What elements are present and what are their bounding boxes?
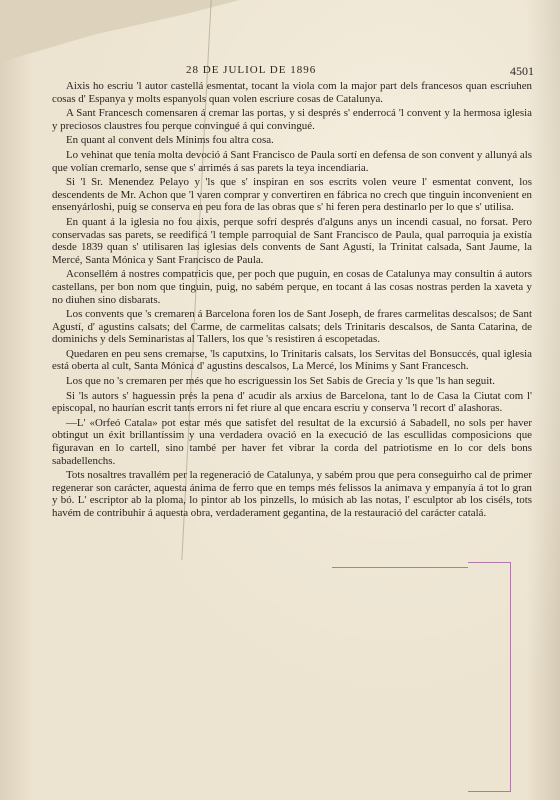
- paragraph: Tots nosaltres travallém per la regeneració de Catalunya, y sabém prou que pera conseguirho cal de primer regenerar son carácter, aquesta ánima de ferro que en temps més felissos la animava y empanyía á tot lo gran y bó. L' escriptor ab la ploma, lo pintor ab los pinzells, lo músich ab las notas, l' esculptor ab los ciséls, tots havém de contribuhir á aquesta obra, verdaderament gegantina, de la restauració del carácter catalá.: [52, 469, 532, 519]
- paragraph: Lo vehinat que tenía molta devoció á Sant Francisco de Paula sortí en defensa de son convent y allunyá als que volían cremarlo, sense que s' arrimés á sas parets la teya incendiaria.: [52, 148, 532, 174]
- paragraph: —L' «Orfeó Catala» pot estar més que satisfet del resultat de la excursió á Sabadell, no sols per haver obtingut un éxit brillantíssim y una verdadera ovació en la execució de las escullidas composicions que figuravan en lo cartell, sino també per haver fet vibrar la corda del patriotisme en lo cor dels bons sabadellenchs.: [52, 416, 532, 467]
- page-number: 4501: [510, 64, 534, 78]
- paragraph: Si 'l Sr. Menendez Pelayo y 'ls que s' inspiran en sos escrits volen veure l' esmentat convent, los descendents de Mr. Achon que 'l varen comprar y convertiren en fábrica no crech que tinguin inconvenient en ensenyárloshi, puig se conserva en peu fora de las obras que s' hi feren pera destinarlo per lo que s' utilisa.: [52, 176, 532, 214]
- paragraph: Si 'ls autors s' haguessin prés la pena d' acudir als arxius de Barcelona, tant lo de Casa la Ciutat com l' episcopal, no haurían escrit tants errors ni fet riure al que encara escriu y conserva 'l recort d' aIashoras.: [52, 389, 532, 415]
- paragraph: En quant al convent dels Mínims fou altra cosa.: [66, 134, 274, 147]
- paragraph: Los que no 's cremaren per més que ho escriguessin los Set Sabis de Grecia y 'ls que 'ls han seguit.: [66, 375, 496, 388]
- paragraph: A Sant Francesch comensaren á cremar las portas, y si després s' enderrocá 'l convent y la hermosa iglesia y preciosos claustres fou perque convingué á qui convingué.: [52, 107, 532, 132]
- pencil-mark-bracket: [468, 562, 511, 792]
- page-header: [72, 64, 534, 80]
- running-title: 28 DE JULIOL DE 1896: [186, 64, 317, 76]
- paragraph: En quant á la iglesia no fou aixis, perque sofrí després d'alguns anys un incendi casual, no forsat. Pero conservadas sas parets, se reedificá 'l temple parroquial de Sant Francisco de Paula, qual parroquia ja existía desde 1839 quan s' utilisaren las iglesias dels convents de Sant Agustí, la Trinitat calsada, Sant Jaume, la Mercé, Santa Mónica y Sant Francisco de Paula.: [52, 215, 532, 266]
- paragraph: Aconsellém á nostres compatricis que, per poch que puguin, en cosas de Catalunya may consultin á autors castellans, per bon nom que tinguin, puig, no sabém perque, en tocant á las cosas nostras perden la xaveta y no diuhen sino disbarats.: [52, 268, 532, 306]
- paragraph: Los convents que 's cremaren á Barcelona foren los de Sant Joseph, de frares carmelitas descalsos; de Sant Agustí, d' agustins calsats; del Carme, de carmelitas calsats; dels Trinitaris descalsos, de Santa Catarina, de dominichs y dels Seminaristas al Tallers, los que 's resistiren á escopetadas.: [52, 308, 532, 346]
- pencil-mark-line: [332, 567, 468, 568]
- article-body: [52, 80, 532, 522]
- torn-corner: [0, 0, 240, 62]
- paragraph: Quedaren en peu sens cremarse, 'ls caputxins, lo Trinitaris calsats, los Servitas del Bonsuccés, qual iglesia está oberta al cult, Santa Mónica d' agustins descalsos, La Mercé, los Mínims y Sant Francesch.: [52, 347, 532, 373]
- paragraph: Aixis ho escriu 'l autor castellá esmentat, tocant la viola com la major part dels francesos quan escriuhen cosas d' Espanya y molts espanyols quan volen escriure cosas de Catalunya.: [52, 80, 532, 105]
